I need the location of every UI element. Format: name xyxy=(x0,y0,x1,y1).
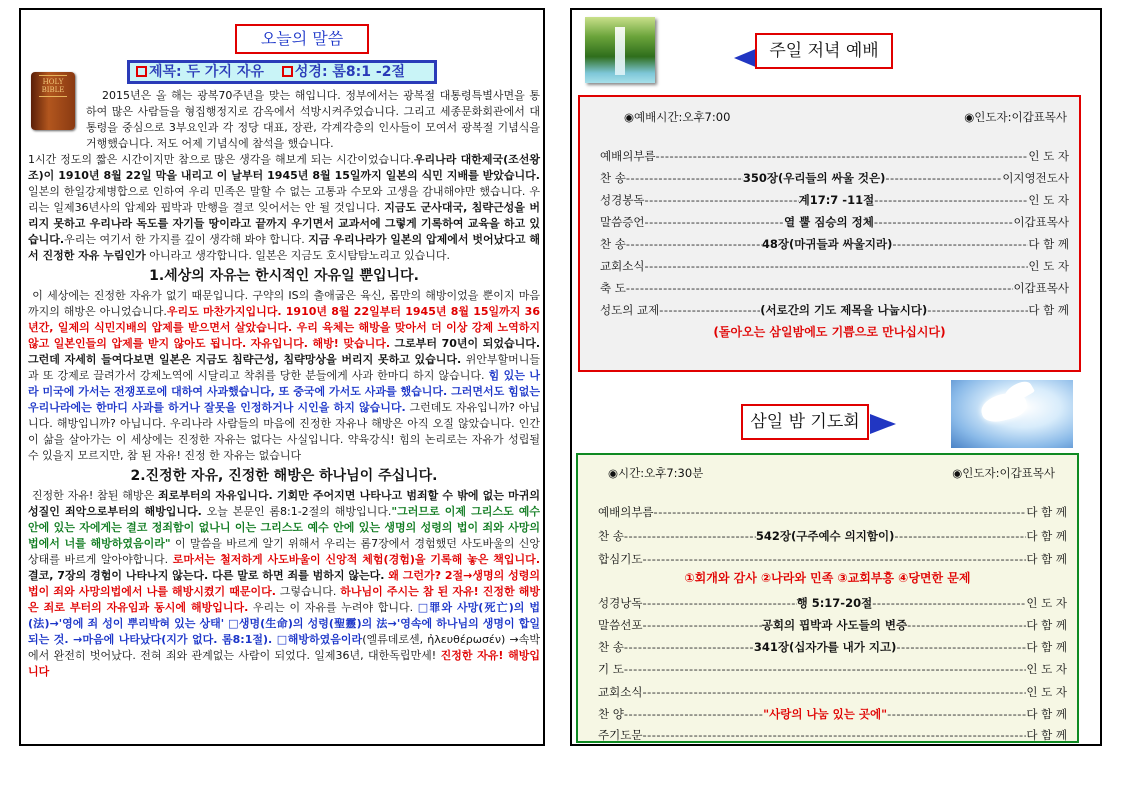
row-leader: 이갑표목사 xyxy=(1013,281,1069,295)
evening-service-box xyxy=(578,95,1081,372)
sermon-paragraph-3: 진정한 자유! 참된 해방은 죄로부터의 자유입니다. 기회만 주어지면 나타나고 범죄할 수 밖에 없는 마귀의 성질인 죄악으로부터의 해방입니다. 오늘 본문인 롬8:1-2절의 해방입니다."그러므로 이제 그리스도 예수 안에 있는 자에게는 결코 정죄함이 없나니 이는 그리스도 예수 안에 있는 생명의 성령의 법이 죄와 사망의 법에서 너를 해방하였음이라" 이 말씀을 바르게 알기 위해서 우리는 롬7장에서 경험했던 사도바울의 신앙상태를 바르게 알아야합니다. 로마서는 철저하게 사도바울이 신앙적 체험(경험)을 기록해 놓은 책입니다. 결코, 7장의 경험이 나타나지 않는다. 다른 말로 하면 죄를 범하지 않는다. 왜 그런가? 2절→생명의 성령의법이 죄와 사망의법에서 나를 해방시켰기 때문이다. 그렇습니다. 하나님이 주시는 참 된 자유! 진정한 해방은 죄로 부터의 자유임과 동시에 해방입니다. 우리는 이 자유를 누려야 합니다. □罪와 사망(死亡)의 법(法)→'영에 죄 성이 뿌리박혀 있는 상태' □생명(生命)의 성령(聖靈)의 法→'영속에 하나님의 생명이 합일 되는 것. →마음에 나타났다(지가 없다. 롬8:1절). □해방하였음이라(엘류데로센, ἠλευθέρωσέν) →속박에서 완전히 벗어났다. 전혀 죄와 관계없는 사람이 되었다. 일제36년, 대한독립만세! 진정한 자유! 해방입니다 xyxy=(28,489,541,678)
row-leader: 다 함 께 xyxy=(1026,505,1067,519)
evening-service-row xyxy=(600,213,1069,231)
wednesday-service-box xyxy=(576,453,1079,743)
row-content: "사랑의 나눔 있는 곳에" xyxy=(763,707,888,721)
evening-service-title: 주일 저녁 예배 xyxy=(755,33,893,69)
wednesday-service-row xyxy=(598,616,1067,634)
row-leader: 이갑표목사 xyxy=(1013,215,1069,229)
prayer-topics: ①회개와 감사 ②나라와 민족 ③교회부흥 ④당면한 문제 xyxy=(684,571,971,585)
wednesday-service-row xyxy=(598,726,1067,744)
row-leader: 다 함 께 xyxy=(1026,640,1067,654)
row-leader: 다 함 께 xyxy=(1026,728,1067,742)
evening-service-row xyxy=(600,169,1069,187)
sermon-scripture: 성경: 롬8:1 -2절 xyxy=(294,64,405,80)
row-label: 찬 송 xyxy=(598,529,624,543)
wednesday-service-row xyxy=(598,683,1067,701)
row-label: 예배의부름 xyxy=(598,505,654,519)
arrow-right-icon xyxy=(870,414,896,434)
sermon-subject xyxy=(127,60,437,84)
evening-service-note: (돌아오는 삼일밤에도 기쁨으로 만나십시다) xyxy=(713,325,946,339)
row-label: 교회소식 xyxy=(600,259,645,273)
row-leader: 인 도 자 xyxy=(1026,685,1067,699)
row-label: 축 도 xyxy=(600,281,626,295)
row-content: 48장(마귀들과 싸울지라) xyxy=(761,237,893,251)
dove-image xyxy=(951,380,1073,448)
row-label: 찬 송 xyxy=(600,237,626,251)
evening-service-leader: ◉인도자:이갑표목사 xyxy=(964,110,1067,124)
row-content: 350장(우리들의 싸울 것은) xyxy=(742,171,886,185)
evening-service-row xyxy=(600,235,1069,253)
wednesday-service-row xyxy=(598,527,1067,545)
row-leader: 다 함 께 xyxy=(1028,237,1069,251)
row-label: 찬 송 xyxy=(600,171,626,185)
row-content: 계17:7 -11절 xyxy=(798,193,875,207)
square-icon xyxy=(136,66,147,77)
sermon-paragraph-1: 1시간 정도의 짧은 시간이지만 참으로 많은 생각을 해보게 되는 시간이었습니다.우리나라 대한제국(조선왕조)이 1910년 8월 22일 막을 내리고 이 날부터 1945년 8월 15일까지 일본의 식민 지배를 받았습니다. 일본의 한일강제병합으로 인하여 우리 민족은 말할 수 없는 고통과 수모와 고생을 감내해야만 했습니다. 우리는 일제36년사의 압제와 핍박과 만행을 결코 잊어서는 안 될 것입니다. 지금도 군사대국, 침략근성을 버리지 못하고 우리나라 독도를 자기들 땅이라고 끝까지 우기면서 교과서에 그렇게 기록하여 교육을 하고 있습니다.우리는 여기서 한 가지를 깊이 생각해 봐야 합니다. 지금 우리나라가 일본의 압제에서 벗어났다고 해서 진정한 자유 누림인가 아니라고 생각합니다. 일본은 지금도 호시탐탐노리고 있습니다. xyxy=(28,153,540,262)
row-leader: 인 도 자 xyxy=(1028,193,1069,207)
row-label: 찬 송 xyxy=(598,640,624,654)
row-label: 성경봉독 xyxy=(600,193,645,207)
wednesday-service-time: ◉시간:오후7:30분 xyxy=(608,466,704,480)
row-label: 성경낭독 xyxy=(598,596,643,610)
sermon-heading-1: 1.세상의 자유는 한시적인 자유일 뿐입니다. xyxy=(149,268,419,284)
row-leader: 다 함 께 xyxy=(1026,618,1067,632)
sermon-subject-text: 제목: 두 가지 자유 xyxy=(149,64,264,80)
sermon-intro: 2015년은 올 해는 광복70주년을 맞는 해입니다. 정부에서는 광복절 대통령특별사면을 통하여 많은 사람들을 형집행정지로 감옥에서 석방시켜주었습니다. 그리고 세종문화회관에서 대통령을 중심으로 3부요인과 각 정당 대표, 장관, 각계각층의 인사들이 모여서 광복절 기념식을 거행했습니다. 저도 어제 기념식에 참석을 했습니다. xyxy=(86,89,540,150)
wednesday-service-row xyxy=(598,705,1067,723)
row-label: 성도의 교제 xyxy=(600,303,660,317)
row-label: 합심기도 xyxy=(598,552,643,566)
sermon-panel xyxy=(19,8,545,746)
row-label: 찬 양 xyxy=(598,707,624,721)
wednesday-service-title: 삼일 밤 기도회 xyxy=(741,404,869,440)
row-leader: 다 함 께 xyxy=(1028,303,1069,317)
row-content: 행 5:17-20절 xyxy=(796,596,873,610)
row-leader: 다 함 께 xyxy=(1026,529,1067,543)
sermon-paragraph-2: 이 세상에는 진정한 자유가 없기 때문입니다. 구약의 IS의 출애굽은 육신, 몸만의 해방이었을 뿐이지 마음까지의 해방은 아니었습니다.우리도 마찬가지입니다. 1910년 8월 22일부터 1945년 8월 15일까지 36년간, 일제의 식민지배의 압제를 받으면서 살았습니다. 우리 육체는 해방을 맞아서 더 이상 강제 노역하지 않고 일본인들의 압제를 받지 않아도 됩니다. 자유입니다. 해방! 맞습니다. 그로부터 70년이 되었습니다. 그런데 자세히 들여다보면 일본은 지금도 침략근성, 침략망상을 버리지 못하고 있습니다. 위안부할머니들과 또 강제로 끌려가서 강제노역에 시달리고 착취를 당한 분들에게 사과 한마디 하지 않습니다. 힘 있는 나라 미국에 가서는 전쟁포로에 대하여 사과했습니다, 또 중국에 가서도 사과를 했습니다. 그러면서도 힘없는 우리나라에는 한마디 사과를 하거나 잘못을 인정하거나 시인을 하지 않습니다. 그런데도 자유입니까? 아닙니다. 해방입니까? 아닙니다. 우리나라 사람들의 마음에 진정한 자유나 해방은 아직 오질 않았습니다. 인간이 삶을 살아가는 이 세상에는 진정한 자유는 없다는 사실입니다. 약육강식! 힘의 논리로는 자유가 성립될 수 있을지 모르지만, 참 된 자유! 진정 한 자유는 없습니다 xyxy=(28,289,541,462)
evening-service-row xyxy=(600,279,1069,297)
row-content: (서로간의 기도 제목을 나눕시다) xyxy=(760,303,928,317)
row-label: 교회소식 xyxy=(598,685,643,699)
wednesday-service-row xyxy=(598,638,1067,656)
row-leader: 인 도 자 xyxy=(1026,596,1067,610)
evening-service-row xyxy=(600,147,1069,165)
row-content: 341장(십자가를 내가 지고) xyxy=(753,640,897,654)
wednesday-service-row xyxy=(598,660,1067,678)
evening-service-row xyxy=(600,257,1069,275)
bible-icon-text: HOLY BIBLE xyxy=(41,78,65,94)
row-label: 예배의부름 xyxy=(600,149,656,163)
wednesday-service-row xyxy=(598,594,1067,612)
row-leader: 인 도 자 xyxy=(1028,259,1069,273)
row-label: 주기도문 xyxy=(598,728,643,742)
row-content: 열 뿔 짐승의 정체 xyxy=(784,215,874,229)
row-leader: 이지영전도사 xyxy=(1002,171,1069,185)
row-content: 542장(구주예수 의지함이) xyxy=(755,529,895,543)
waterfall-image xyxy=(585,17,655,83)
row-label: 말씀선포 xyxy=(598,618,643,632)
row-label: 말씀증언 xyxy=(600,215,645,229)
row-content: 공회의 핍박과 사도들의 변증 xyxy=(761,618,908,632)
square-icon xyxy=(282,66,293,77)
sermon-heading-2: 2.진정한 자유, 진정한 해방은 하나님이 주십니다. xyxy=(130,468,438,484)
row-leader: 인 도 자 xyxy=(1026,662,1067,676)
wednesday-service-row xyxy=(598,550,1067,568)
sermon-body xyxy=(28,88,540,680)
sermon-title: 오늘의 말씀 xyxy=(235,24,369,54)
row-leader: 다 함 께 xyxy=(1026,552,1067,566)
row-label: 기 도 xyxy=(598,662,624,676)
row-leader: 다 함 께 xyxy=(1026,707,1067,721)
evening-service-row xyxy=(600,191,1069,209)
evening-service-time: ◉예배시간:오후7:00 xyxy=(624,110,731,124)
wednesday-service-leader: ◉인도자:이갑표목사 xyxy=(952,466,1055,480)
row-leader: 인 도 자 xyxy=(1028,149,1069,163)
evening-service-row xyxy=(600,301,1069,319)
wednesday-service-row xyxy=(598,503,1067,521)
